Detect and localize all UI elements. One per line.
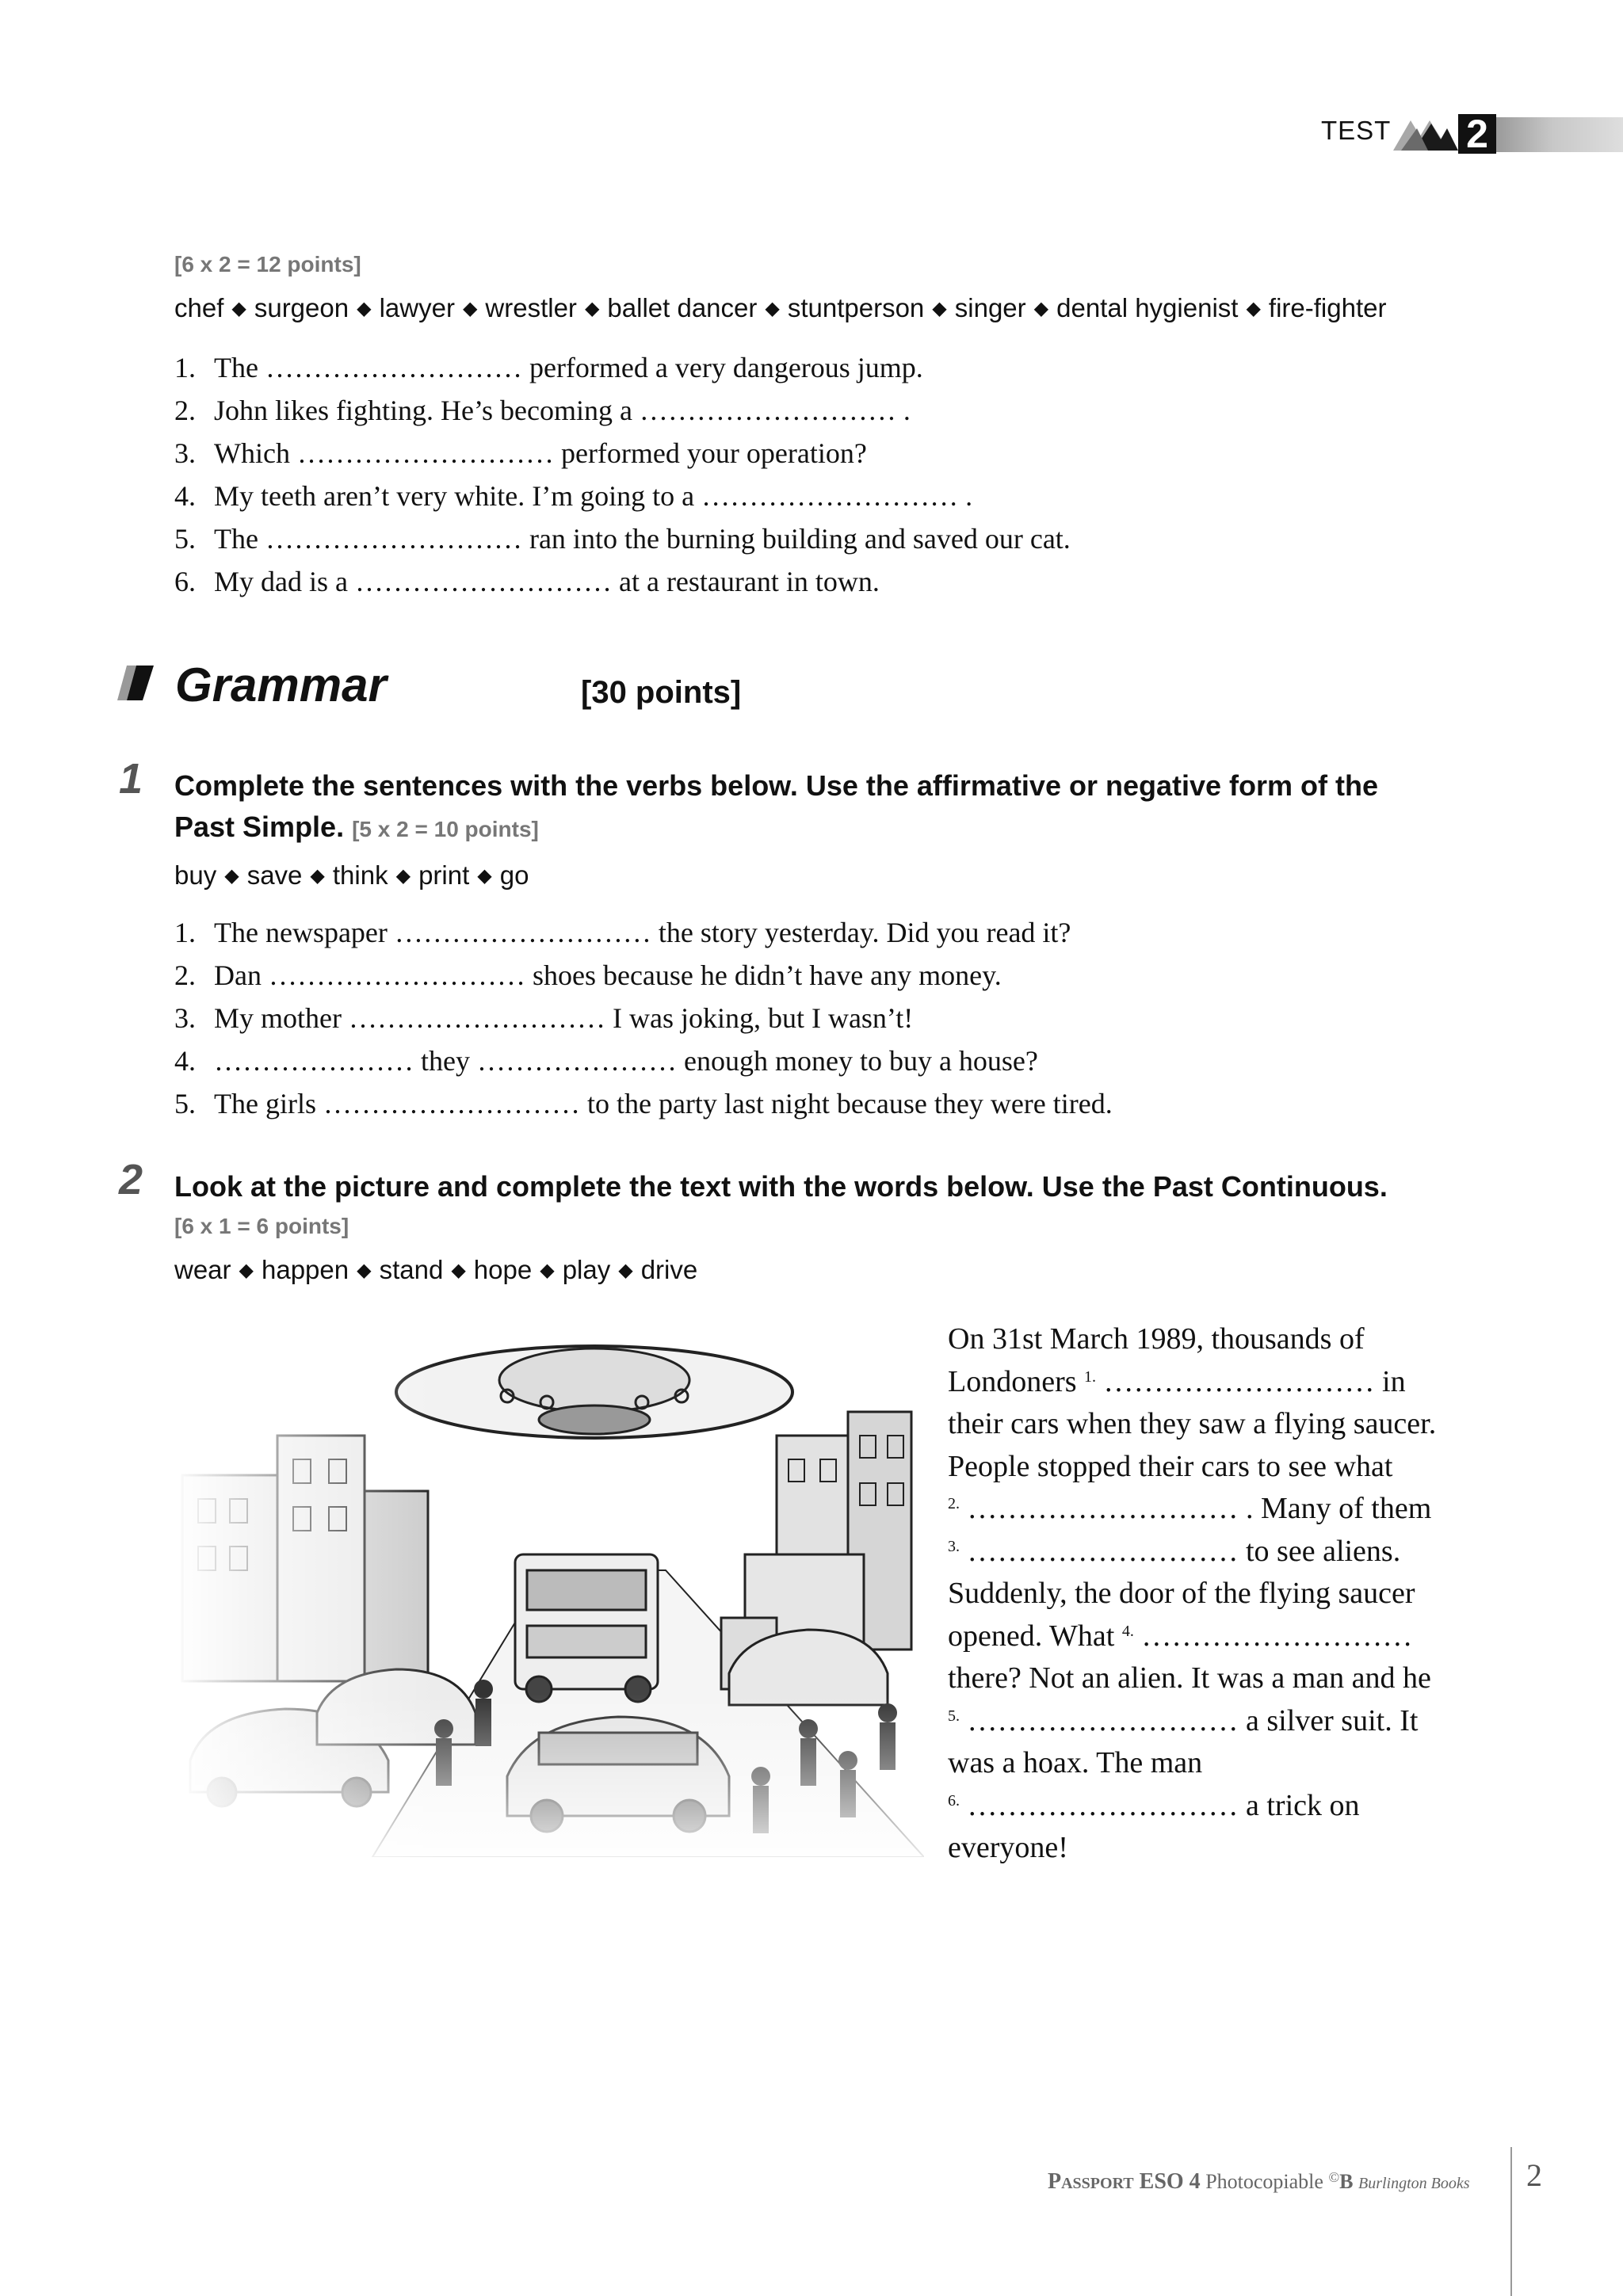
word: happen — [262, 1255, 349, 1284]
story-line: their cars when they saw a flying saucer. — [948, 1407, 1437, 1440]
word: wrestler — [485, 293, 577, 322]
ufo-street-illustration — [174, 1317, 924, 1857]
mountains-icon — [1393, 116, 1458, 152]
exercise-number: 1 — [119, 755, 143, 803]
word: singer — [954, 293, 1026, 322]
list-item: 1. The ……………………… performed a very dangerous jump. — [174, 352, 923, 383]
header-bar — [1496, 117, 1623, 152]
story-line: Suddenly, the door of the flying saucer — [948, 1577, 1415, 1610]
diamond-icon: ◆ — [1246, 298, 1261, 319]
book-title: Passport ESO 4 — [1048, 2169, 1201, 2194]
diamond-icon: ◆ — [477, 865, 492, 887]
word: hope — [473, 1255, 533, 1284]
word: think — [332, 860, 388, 890]
diamond-icon: ◆ — [584, 298, 600, 319]
story-line: On 31st March 1989, thousands of — [948, 1322, 1365, 1356]
exercise-points: [6 x 1 = 6 points] — [174, 1214, 349, 1238]
diamond-icon: ◆ — [224, 865, 239, 887]
list-item: 3. My mother ……………………… I was joking, but I wasn’t! — [174, 1002, 914, 1034]
publisher: Burlington Books — [1358, 2175, 1470, 2192]
word: surgeon — [254, 293, 349, 322]
photocopiable-label: Photocopiable — [1205, 2170, 1323, 2193]
list-item: 2. John likes fighting. He’s becoming a ……………………… . — [174, 395, 911, 426]
exercise-instruction: Complete the sentences with the verbs below. Use the affirmative or negative form of the Past Simple. [5 x 2 = 10 points] — [174, 769, 1379, 843]
list-item: 5. The girls ……………………… to the party last night because they were tired. — [174, 1088, 1113, 1119]
exercise-points: [5 x 2 = 10 points] — [352, 817, 539, 841]
vocab-sentences — [174, 346, 1071, 603]
word: save — [246, 860, 303, 890]
word: wear — [174, 1255, 231, 1284]
diamond-icon: ◆ — [618, 1260, 633, 1281]
word: play — [562, 1255, 611, 1284]
diamond-icon: ◆ — [451, 1260, 466, 1281]
list-item: 1. The newspaper ……………………… the story yesterday. Did you read it? — [174, 917, 1071, 948]
story-line: People stopped their cars to see what — [948, 1449, 1393, 1483]
word: stand — [379, 1255, 444, 1284]
footer — [1048, 2169, 1470, 2195]
diamond-icon: ◆ — [1033, 298, 1049, 319]
story-line: was a hoax. The man — [948, 1746, 1203, 1779]
copyright-icon: © — [1328, 2169, 1340, 2185]
list-item: 2. Dan ……………………… shoes because he didn’t have any money. — [174, 959, 1002, 991]
list-item: 6. My dad is a ……………………… at a restaurant in town. — [174, 566, 880, 597]
list-item: 4. My teeth aren’t very white. I’m going to a ……………………… . — [174, 480, 973, 512]
ex1-sentences — [174, 911, 1113, 1125]
list-item: 3. Which ……………………… performed your operation? — [174, 437, 867, 469]
story-line: $^{3.}$ ……………………… to see aliens. — [948, 1534, 1401, 1568]
diamond-icon: ◆ — [239, 1260, 254, 1281]
footer-divider — [1510, 2147, 1512, 2296]
word: chef — [174, 293, 224, 322]
ex2-word-bank — [174, 1255, 697, 1285]
word: ballet dancer — [607, 293, 758, 322]
exercise-instruction: Look at the picture and complete the text with the words below. Use the Past Continuous. — [174, 1170, 1388, 1203]
test-number: 2 — [1458, 114, 1496, 154]
diamond-icon: ◆ — [395, 865, 411, 887]
exercise-number: 2 — [119, 1156, 143, 1203]
word: dental hygienist — [1056, 293, 1239, 322]
section-title: Grammar — [175, 658, 387, 711]
word: print — [418, 860, 470, 890]
test-header — [1308, 109, 1623, 155]
word: lawyer — [379, 293, 455, 322]
word: stuntperson — [787, 293, 925, 322]
diamond-icon: ◆ — [357, 298, 372, 319]
diamond-icon: ◆ — [765, 298, 780, 319]
diamond-icon: ◆ — [540, 1260, 555, 1281]
story-line: opened. What $^{4.}$ ……………………… — [948, 1619, 1413, 1653]
vocab-points: [6 x 2 = 12 points] — [174, 252, 361, 277]
test-label: TEST — [1321, 116, 1392, 145]
diamond-icon: ◆ — [231, 298, 246, 319]
story-line: $^{6.}$ ……………………… a trick on — [948, 1788, 1360, 1822]
diamond-icon: ◆ — [462, 298, 478, 319]
ex1-word-bank — [174, 860, 529, 891]
page-number: 2 — [1526, 2157, 1542, 2193]
story-line: $^{2.}$ ……………………… . Many of them — [948, 1492, 1432, 1525]
section-mark-icon — [117, 666, 154, 700]
list-item: 4. ………………… they ………………… enough money to buy a house? — [174, 1045, 1038, 1077]
brand-mark: B — [1339, 2170, 1354, 2193]
diamond-icon: ◆ — [357, 1260, 372, 1281]
word: buy — [174, 860, 217, 890]
word: fire-fighter — [1268, 293, 1387, 322]
story-text — [948, 1318, 1503, 1870]
story-line: $^{5.}$ ……………………… a silver suit. It — [948, 1703, 1419, 1737]
diamond-icon: ◆ — [310, 865, 325, 887]
story-line: everyone! — [948, 1831, 1068, 1864]
vocab-word-bank — [174, 293, 1386, 323]
word: drive — [640, 1255, 698, 1284]
story-line: there? Not an alien. It was a man and he — [948, 1661, 1431, 1695]
word: go — [499, 860, 529, 890]
section-points: [30 points] — [581, 675, 742, 710]
story-line: Londoners $^{1.}$ ……………………… in — [948, 1364, 1406, 1398]
list-item: 5. The ……………………… ran into the burning building and saved our cat. — [174, 523, 1071, 555]
diamond-icon: ◆ — [932, 298, 947, 319]
